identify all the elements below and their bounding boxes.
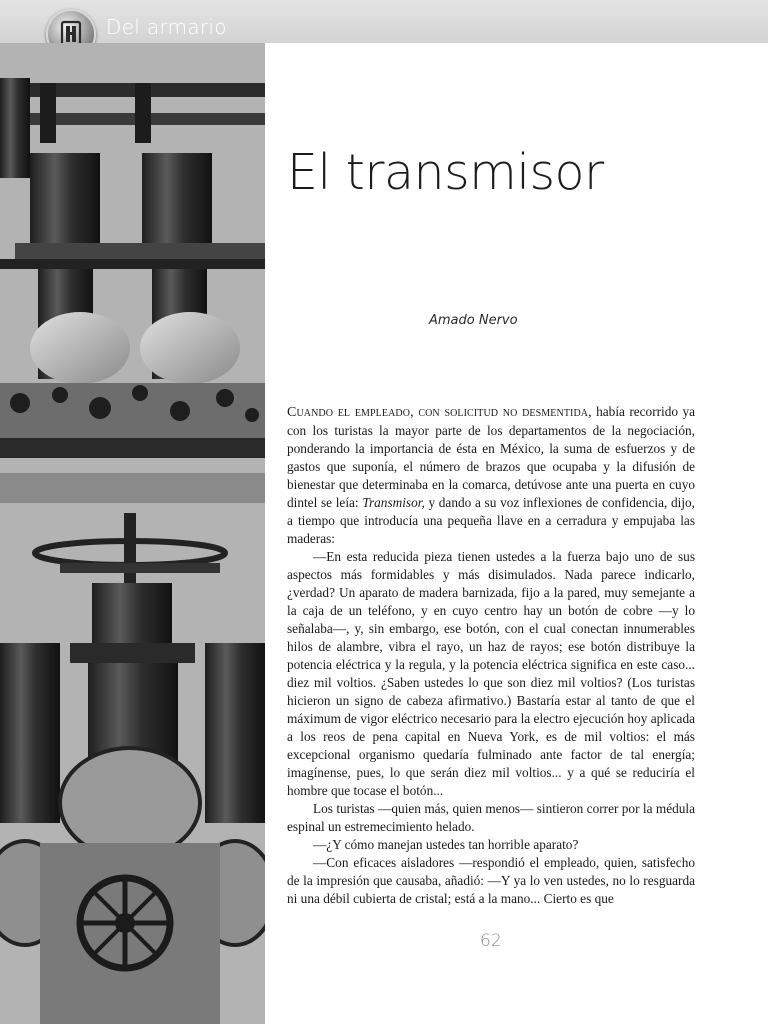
paragraph: —¿Y cómo manejan ustedes tan horrible aparato? — [313, 837, 579, 852]
paragraph — [287, 403, 695, 548]
paragraph-text: había recorrido ya con los turistas la mayor parte de los departamentos de la negociación, ponderando la importancia de ésta en México, la suma de esfuerzos y de gastos que suponía, el número de brazos que ocupaba y la difusión de bienestar que determinaba en la comarca, detúvose ante una puerta en cuyo dintel se leía: — [287, 404, 696, 510]
page-number: 62 — [480, 931, 502, 951]
paragraph: Los turistas —quien más, quien menos— sintieron correr por la médula espinal un estremecimiento helado. — [287, 801, 695, 834]
emphasis-text: Transmisor, — [362, 495, 425, 510]
article-body — [287, 403, 695, 908]
article-author: Amado Nervo — [429, 313, 518, 328]
article-title: El transmisor — [287, 144, 604, 201]
industrial-valves-illustration — [0, 43, 265, 1024]
paragraph: —En esta reducida pieza tienen ustedes a la fuerza bajo uno de sus aspectos más formidables y más disimulados. Nada parece indicarlo, ¿verdad? Un aparato de madera barnizada, fijo a la pared, muy semejante a la caja de un teléfono, y en cuyo centro hay un botón de cobre —y lo señalaba—, y, sin embargo, ese botón, con el cual conectan innumerables hilos de alambre, vibra el rayo, un haz de rayos; ese botón distribuye la potencia eléctrica y la regula, y la potencia eléctrica significa en este caso... diez mil voltios. ¿Saben ustedes lo que son diez mil voltios? (Los turistas hicieron un signo de cabeza afirmativo.) Bastaría estar al tanto de que el máximum de vigor eléctrico necesario para la electro ejecución hoy aplicada a los reos de pena capital en Nueva York, es de mil voltios: el más excepcional organismo quedaría fulminado ante factor de tal energía; imagínense, pues, lo que serán diez mil voltios... y a qué se reduciría el hombre que tocase el botón... — [287, 549, 695, 798]
lead-in-text: Cuando el empleado, con solicitud no desmentida, — [287, 405, 592, 420]
paragraph: —Con eficaces aisladores —respondió el empleado, quien, satisfecho de la impresión que causaba, añadió: —Y ya lo ven ustedes, no lo resguarda ni una débil cubierta de cristal; está a la mano... Cierto es que — [287, 855, 695, 906]
paragraph-text: y dando a su voz inflexiones de confidencia, dijo, a tiempo que introducía una pequeña llave en a cerradura y empujaba las maderas: — [287, 495, 695, 546]
section-label: Del armario — [106, 15, 227, 39]
